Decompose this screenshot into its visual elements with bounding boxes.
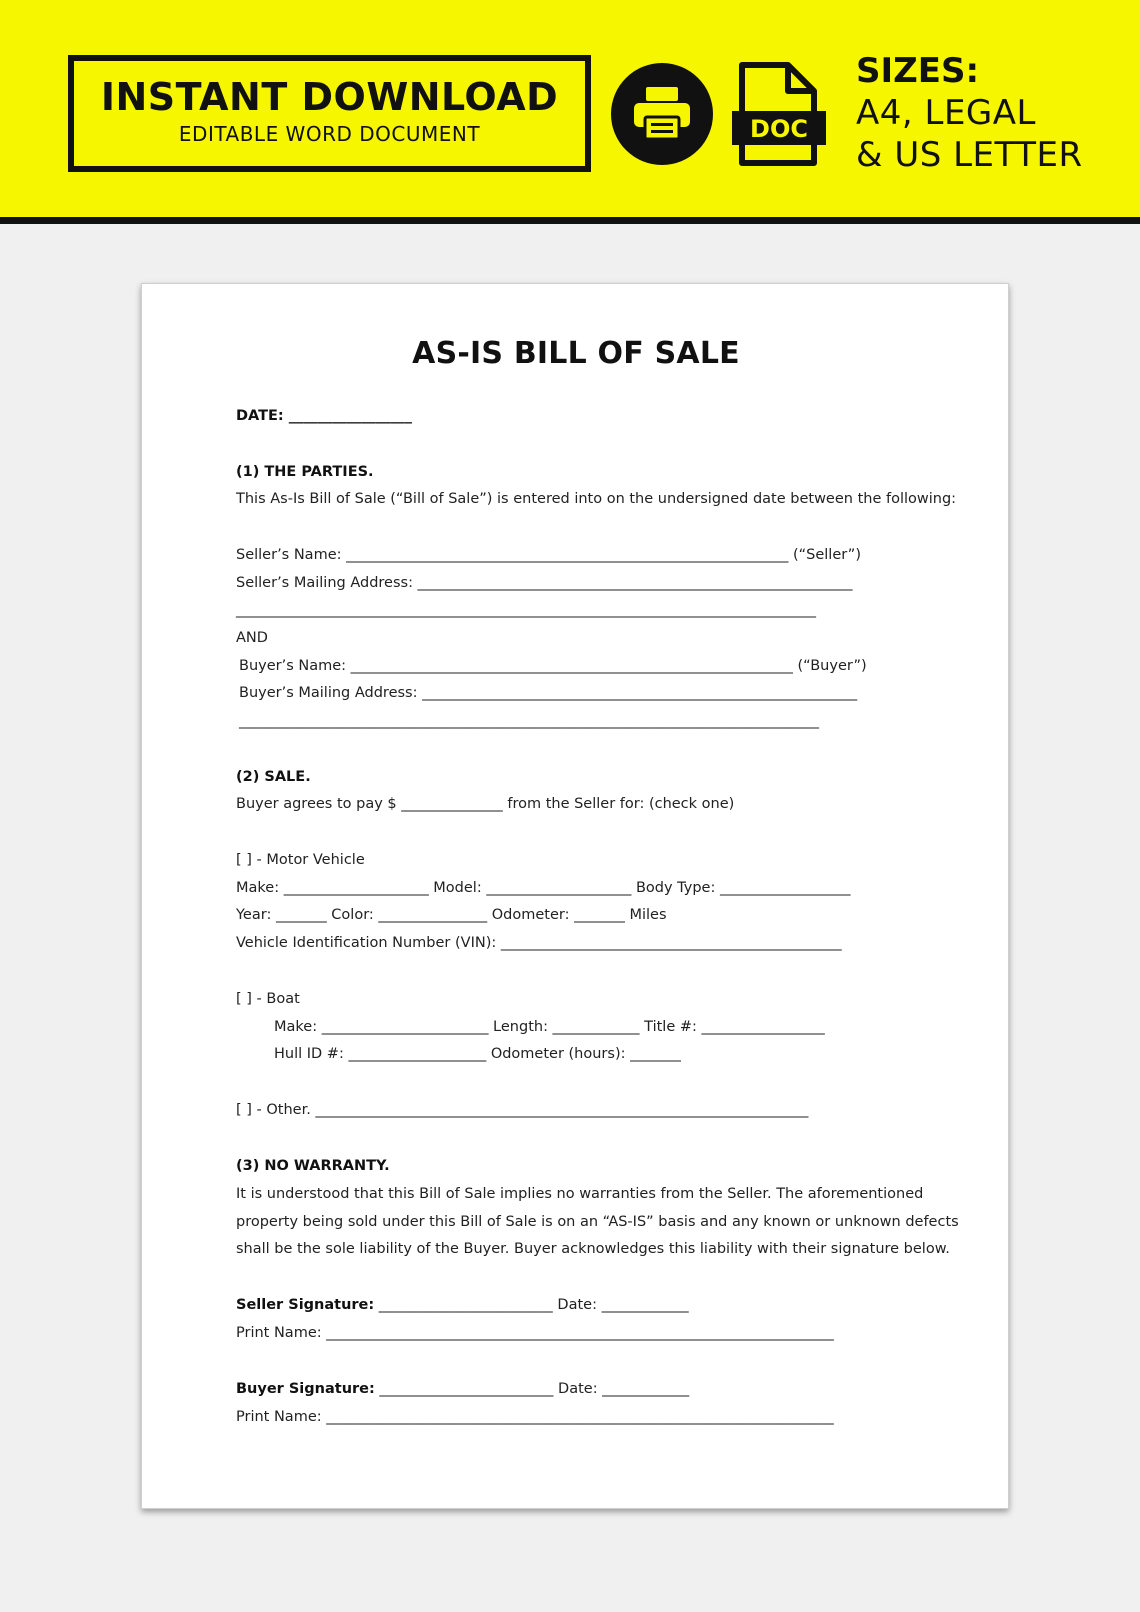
seller-address-field[interactable]: Seller’s Mailing Address: ____________________________________________________________ (236, 575, 853, 591)
promo-banner (0, 0, 1140, 224)
parties-heading: (1) THE PARTIES. (236, 464, 374, 480)
buyer-signature-label: Buyer Signature: (236, 1381, 375, 1397)
warranty-line-1: It is understood that this Bill of Sale implies no warranties from the Seller. The aforementioned (236, 1186, 924, 1202)
printer-icon (611, 63, 713, 165)
seller-address-line-2[interactable]: ________________________________________________________________________________ (236, 602, 816, 618)
and-label: AND (236, 630, 268, 646)
doc-file-icon (730, 61, 826, 171)
date-field[interactable]: DATE: _________________ (236, 408, 413, 424)
buyer-name-field[interactable]: Buyer’s Name: _____________________________________________________________ (“Buyer”) (239, 658, 867, 674)
vehicle-make-model-field[interactable]: Make: ____________________ Model: ____________________ Body Type: __________________ (236, 880, 851, 896)
boat-checkbox[interactable]: [ ] - Boat (236, 991, 300, 1007)
warranty-line-2: property being sold under this Bill of Sale is on an “AS-IS” basis and any known or unknown defects (236, 1214, 959, 1230)
buyer-address-field[interactable]: Buyer’s Mailing Address: ____________________________________________________________ (239, 685, 858, 701)
sale-intro[interactable]: Buyer agrees to pay $ ______________ from the Seller for: (check one) (236, 796, 735, 812)
boat-hull-field[interactable]: Hull ID #: ___________________ Odometer (hours): _______ (274, 1046, 681, 1062)
seller-signature-field[interactable]: ________________________ Date: ____________ (374, 1297, 689, 1313)
buyer-print-name-field[interactable]: Print Name: ______________________________________________________________________ (236, 1409, 834, 1425)
document-title: AS-IS BILL OF SALE (412, 336, 740, 371)
sale-heading: (2) SALE. (236, 769, 311, 785)
parties-intro: This As-Is Bill of Sale (“Bill of Sale”) is entered into on the undersigned date between the following: (236, 491, 957, 507)
seller-signature-label: Seller Signature: (236, 1297, 375, 1313)
vehicle-year-color-field[interactable]: Year: _______ Color: _______________ Odometer: _______ Miles (236, 907, 667, 923)
vehicle-vin-field[interactable]: Vehicle Identification Number (VIN): _______________________________________________ (236, 935, 842, 951)
seller-name-field[interactable]: Seller’s Name: _____________________________________________________________ (“Seller”) (236, 547, 861, 563)
buyer-signature-field[interactable]: ________________________ Date: ____________ (374, 1381, 690, 1397)
document-page (141, 283, 1009, 1509)
motor-vehicle-checkbox[interactable]: [ ] - Motor Vehicle (236, 852, 365, 868)
editable-word-subheading: EDITABLE WORD DOCUMENT (178, 122, 481, 146)
seller-print-name-field[interactable]: Print Name: ______________________________________________________________________ (236, 1325, 834, 1341)
instant-download-heading: INSTANT DOWNLOAD (100, 75, 559, 119)
sizes-label: SIZES: (856, 51, 980, 91)
sizes-line-2: & US LETTER (856, 135, 1083, 175)
warranty-line-3: shall be the sole liability of the Buyer. Buyer acknowledges this liability with their signature below. (236, 1241, 950, 1257)
instant-download-box (68, 55, 591, 172)
other-checkbox[interactable]: [ ] - Other. ____________________________________________________________________ (236, 1102, 809, 1118)
warranty-heading: (3) NO WARRANTY. (236, 1158, 390, 1174)
seller-signature-row[interactable] (236, 1295, 689, 1315)
buyer-signature-row[interactable] (236, 1379, 689, 1399)
buyer-address-line-2[interactable]: ________________________________________________________________________________ (239, 713, 819, 729)
sizes-line-1: A4, LEGAL (856, 93, 1036, 133)
sizes-block (856, 50, 1136, 176)
doc-icon-label: DOC (750, 115, 808, 143)
boat-make-length-field[interactable]: Make: _______________________ Length: ____________ Title #: _________________ (274, 1019, 825, 1035)
